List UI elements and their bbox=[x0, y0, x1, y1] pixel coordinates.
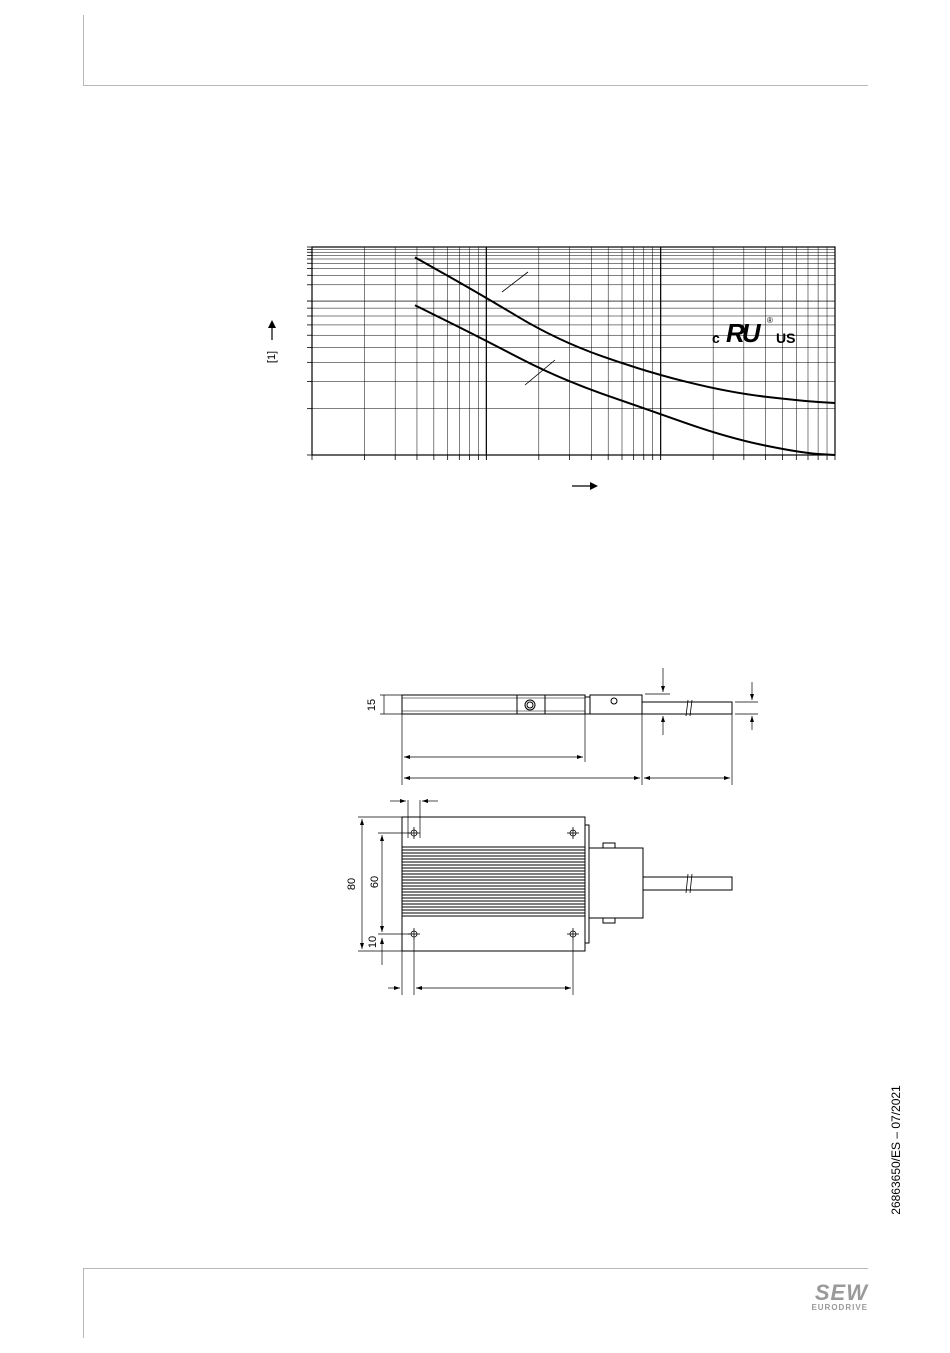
top-view bbox=[358, 800, 732, 995]
logo-sub-text: EURODRIVE bbox=[811, 1303, 868, 1312]
dim-label-edge-offset: 10 bbox=[367, 935, 379, 949]
side-cable-gland bbox=[590, 695, 642, 714]
document-code: 26863650/ES – 07/2021 bbox=[889, 1085, 903, 1215]
curus-c: c bbox=[712, 330, 720, 346]
cooling-fins bbox=[402, 847, 585, 916]
sew-eurodrive-logo bbox=[796, 1280, 868, 1313]
logo-main-text: SEW bbox=[814, 1280, 868, 1305]
top-cable-gland bbox=[589, 848, 643, 918]
side-view-arrowheads bbox=[404, 686, 754, 780]
top-body bbox=[402, 817, 585, 951]
ul-mark-icon: RU bbox=[726, 318, 758, 348]
dim-label-side-height: 15 bbox=[366, 698, 378, 712]
dim-label-total-height: 80 bbox=[346, 877, 358, 891]
dim-label-hole-spacing: 60 bbox=[369, 875, 381, 889]
side-view bbox=[380, 668, 758, 785]
curus-us: US bbox=[776, 330, 796, 346]
y-axis-label: [1] bbox=[266, 350, 278, 364]
registered-symbol: ® bbox=[767, 316, 773, 325]
